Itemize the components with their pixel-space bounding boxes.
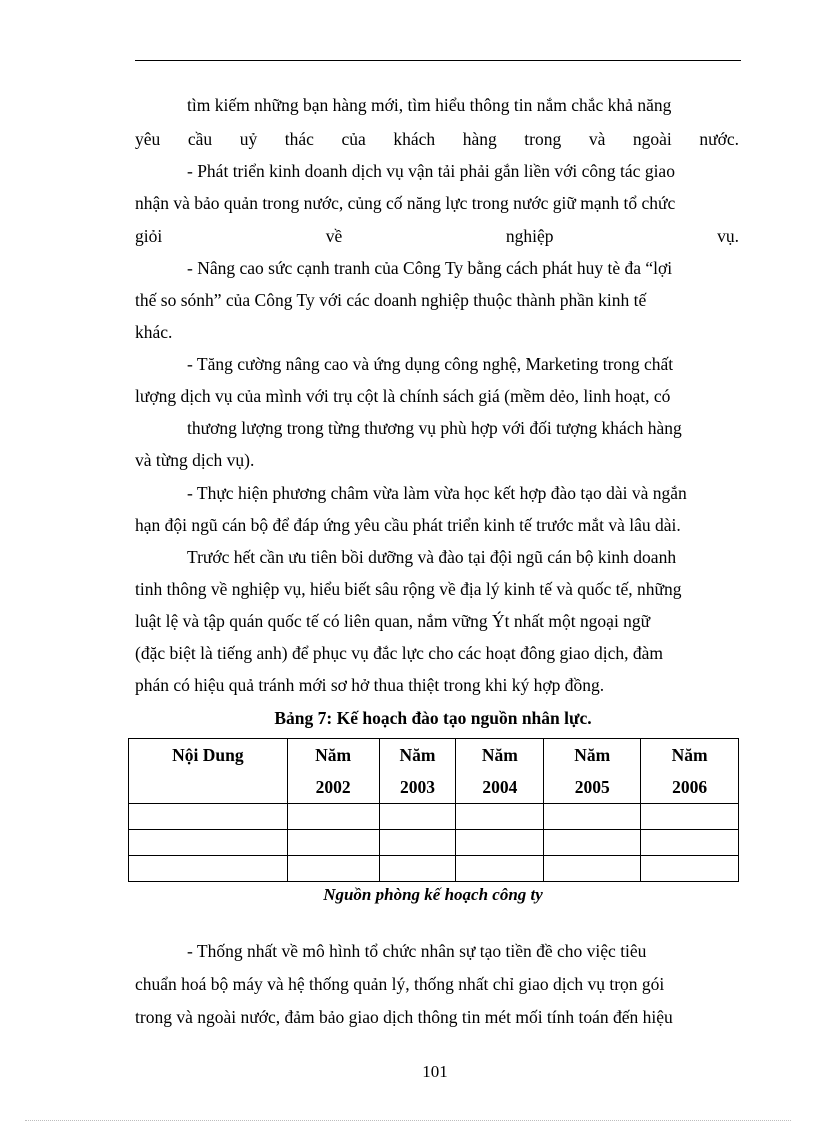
text-line: yêu cầu uỷ thác của khách hàng trong và ngoài nước.	[135, 129, 739, 149]
header-label: Năm	[671, 745, 708, 765]
text-line: chuẩn hoá bộ máy và hệ thống quản lý, thống nhất chỉ giao dịch vụ trọn gói	[135, 974, 665, 994]
header-year: 2004	[482, 777, 518, 797]
table-cell	[379, 830, 456, 856]
table-cell	[456, 856, 544, 882]
table-row	[129, 856, 739, 882]
table-cell	[129, 856, 288, 882]
table-cell	[129, 830, 288, 856]
training-plan-table	[128, 738, 739, 882]
table-cell	[456, 830, 544, 856]
text-line: - Tăng cường nâng cao và ứng dụng công nghệ, Marketing trong chất	[187, 354, 674, 374]
text-line: thương lượng trong từng thương vụ phù hợp với đối tượng khách hàng	[187, 418, 682, 438]
table-row	[129, 804, 739, 830]
header-cell-year	[379, 739, 456, 804]
text-line: giỏi về nghiệp vụ.	[135, 226, 739, 246]
text-line: tinh thông về nghiệp vụ, hiểu biết sâu rộng về địa lý kinh tế và quốc tế, những	[135, 579, 682, 599]
text-line: - Nâng cao sức cạnh tranh của Công Ty bằng cách phát huy tè đa “lợi	[187, 258, 673, 278]
text-line: lượng dịch vụ của mình với trụ cột là chính sách giá (mềm dẻo, linh hoạt, có	[135, 386, 671, 406]
header-label: Năm	[574, 745, 611, 765]
header-cell-year	[641, 739, 739, 804]
text-line: thế so sónh” của Công Ty với các doanh nghiệp thuộc thành phần kinh tế	[135, 290, 647, 310]
header-cell-year	[456, 739, 544, 804]
table-cell	[287, 804, 379, 830]
table-source: Nguồn phòng kế hoạch công ty	[323, 885, 543, 904]
table-cell	[641, 830, 739, 856]
text-line: - Thực hiện phương châm vừa làm vừa học kết hợp đào tạo dài và ngắn	[187, 483, 687, 503]
text-line: khác.	[135, 322, 173, 342]
header-label: Nội Dung	[172, 745, 244, 765]
text-line: - Phát triển kinh doanh dịch vụ vận tải phải gắn liền với công tác giao	[187, 161, 675, 181]
text-line: và từng dịch vụ).	[135, 450, 255, 470]
table-cell	[129, 804, 288, 830]
table-cell	[287, 830, 379, 856]
header-year: 2002	[315, 777, 351, 797]
header-label: Năm	[481, 745, 518, 765]
header-cell-year	[287, 739, 379, 804]
table-cell	[544, 856, 641, 882]
text-line: - Thống nhất về mô hình tổ chức nhân sự tạo tiền đề cho việc tiêu	[187, 941, 647, 961]
header-label: Năm	[399, 745, 436, 765]
table-cell	[379, 856, 456, 882]
text-line: luật lệ và tập quán quốc tế có liên quan, nắm vững Ýt nhất một ngoại ngữ	[135, 611, 651, 631]
table-cell	[456, 804, 544, 830]
text-line: trong và ngoài nước, đảm bảo giao dịch thông tin mét mối tính toán đến hiệu	[135, 1007, 673, 1027]
header-label: Năm	[315, 745, 352, 765]
header-year: 2003	[399, 777, 435, 797]
text-line: (đặc biệt là tiếng anh) để phục vụ đắc lực cho các hoạt đông giao dịch, đàm	[135, 643, 663, 663]
table-cell	[379, 804, 456, 830]
text-line: phán có hiệu quả tránh mới sơ hở thua thiệt trong khi ký hợp đồng.	[135, 675, 605, 695]
header-rule	[135, 60, 741, 61]
table-header-row	[129, 739, 739, 804]
table-row	[129, 830, 739, 856]
text-line: Trước hết cần ưu tiên bồi dưỡng và đào tại đội ngũ cán bộ kinh doanh	[187, 547, 677, 567]
header-year: 2005	[574, 777, 610, 797]
footer-rule	[25, 1120, 791, 1121]
header-cell-content	[129, 739, 288, 804]
header-cell-year	[544, 739, 641, 804]
table-cell	[641, 856, 739, 882]
text-line: hạn đội ngũ cán bộ để đáp ứng yêu cầu phát triển kinh tế trước mắt và lâu dài.	[135, 515, 681, 535]
text-line: tìm kiếm những bạn hàng mới, tìm hiểu thông tin nắm chắc khả năng	[187, 95, 672, 115]
header-year: 2006	[672, 777, 708, 797]
page-number: 101	[422, 1062, 448, 1081]
table-cell	[641, 804, 739, 830]
table-caption: Bảng 7: Kế hoạch đào tạo nguồn nhân lực.	[274, 708, 592, 728]
table-cell	[544, 804, 641, 830]
table-cell	[287, 856, 379, 882]
text-line: nhận và bảo quản trong nước, củng cố năng lực trong nước giữ mạnh tổ chức	[135, 193, 676, 213]
table-cell	[544, 830, 641, 856]
